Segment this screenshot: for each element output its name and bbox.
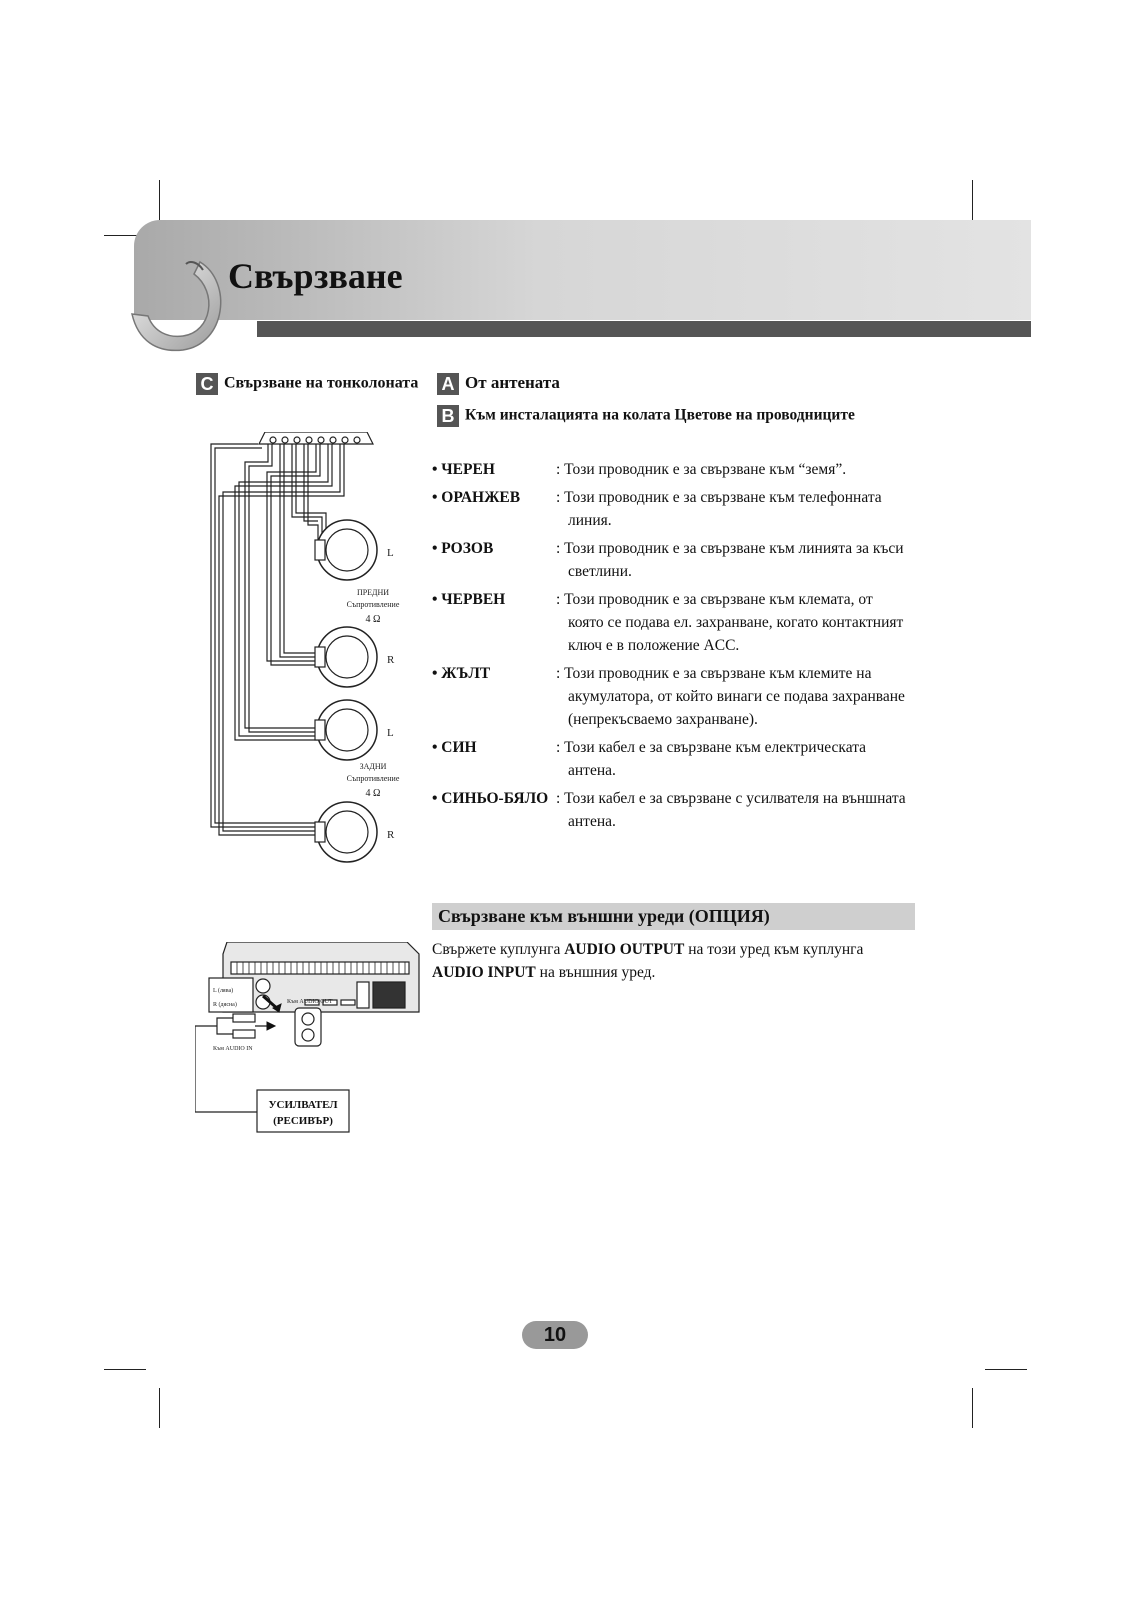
wire-description: : Този проводник е за свързване към клемата, от която се подава ел. захранване, когато контактният ключ е в положение ACC. bbox=[556, 591, 904, 654]
front-label: ПРЕДНИ bbox=[356, 588, 390, 597]
header-bar bbox=[257, 321, 1031, 337]
list-item bbox=[432, 736, 912, 782]
page-number: 10 bbox=[522, 1321, 588, 1349]
amplifier-label: УСИЛВАТЕЛ bbox=[268, 1099, 338, 1111]
install-section-title: Към инсталацията на колата Цветове на проводниците bbox=[465, 406, 855, 424]
wire-color-list bbox=[432, 458, 912, 838]
speaker-section-heading bbox=[196, 373, 418, 395]
list-item bbox=[432, 458, 912, 481]
crop-mark bbox=[159, 180, 160, 220]
list-item bbox=[432, 537, 912, 583]
audio-in-label: Към AUDIO IN bbox=[213, 1046, 253, 1052]
external-connection-diagram bbox=[195, 942, 425, 1157]
audio-output-label: AUDIO OUTPUT bbox=[564, 941, 685, 958]
r-jack-label: R (дясна) bbox=[213, 1002, 237, 1008]
header-swirl-icon bbox=[128, 252, 238, 362]
l-jack-label: L (лява) bbox=[213, 988, 234, 994]
external-section-text: Свържете куплунга AUDIO OUTPUT на този уред към куплунга AUDIO INPUT на външния уред. bbox=[432, 941, 864, 981]
rear-impedance-label: Съпротивление bbox=[346, 774, 400, 783]
list-item bbox=[432, 486, 912, 532]
receiver-label: (РЕСИВЪР) bbox=[273, 1115, 333, 1127]
page-title: Свързване bbox=[228, 256, 403, 296]
external-section-heading: Свързване към външни уреди (ОПЦИЯ) bbox=[432, 903, 915, 930]
audio-input-label: AUDIO INPUT bbox=[432, 964, 536, 981]
wire-description: : Този проводник е за свързване към линията за къси светлини. bbox=[556, 540, 904, 580]
speaker-shapes bbox=[315, 520, 377, 862]
front-impedance-label: Съпротивление bbox=[346, 600, 400, 609]
wire-description: : Този проводник е за свързване към клемите на акумулатора, от който винаги се подава захранване (непрекъсваемо захранване). bbox=[556, 665, 905, 728]
wire-name: • ОРАНЖЕВ bbox=[432, 489, 521, 506]
section-badge: B bbox=[437, 405, 459, 427]
antenna-section-heading bbox=[437, 373, 560, 395]
list-item bbox=[432, 662, 912, 731]
wire-description: : Този проводник е за свързване към “земя”. bbox=[556, 461, 847, 478]
crop-mark bbox=[104, 1369, 146, 1370]
wire-description: : Този кабел е за свързване с усилвателя на външната антена. bbox=[556, 790, 906, 830]
wire-name: • СИН bbox=[432, 739, 477, 756]
antenna-section-title: От антената bbox=[465, 373, 560, 392]
crop-mark bbox=[972, 180, 973, 220]
speaker-wiring-diagram bbox=[195, 432, 415, 882]
wire-description: : Този кабел е за свързване към електрическата антена. bbox=[556, 739, 867, 779]
speaker-fr-label: R bbox=[387, 654, 395, 666]
rear-label: ЗАДНИ bbox=[359, 762, 387, 771]
audio-out-label: Към AUDIO OUT bbox=[287, 999, 333, 1005]
speaker-fl-label: L bbox=[387, 547, 394, 559]
section-badge: A bbox=[437, 373, 459, 395]
wire-description: : Този проводник е за свързване към телефонната линия. bbox=[556, 489, 882, 529]
speaker-rl-label: L bbox=[387, 727, 394, 739]
wire-name: • ЧЕРВЕН bbox=[432, 591, 506, 608]
crop-mark bbox=[159, 1388, 160, 1428]
list-item bbox=[432, 588, 912, 657]
rear-impedance-value: 4 Ω bbox=[365, 788, 381, 799]
wire-name: • ЧЕРЕН bbox=[432, 461, 495, 478]
crop-mark bbox=[985, 1369, 1027, 1370]
crop-mark bbox=[972, 1388, 973, 1428]
front-impedance-value: 4 Ω bbox=[365, 614, 381, 625]
wire-name: • РОЗОВ bbox=[432, 540, 494, 557]
install-section-heading bbox=[437, 405, 855, 427]
speaker-rr-label: R bbox=[387, 829, 395, 841]
wire-name: • СИНЬО-БЯЛО bbox=[432, 790, 549, 807]
speaker-section-title: Свързване на тонколоната bbox=[224, 374, 419, 392]
wire-name: • ЖЪЛТ bbox=[432, 665, 491, 682]
section-badge: C bbox=[196, 373, 218, 395]
list-item bbox=[432, 787, 912, 833]
